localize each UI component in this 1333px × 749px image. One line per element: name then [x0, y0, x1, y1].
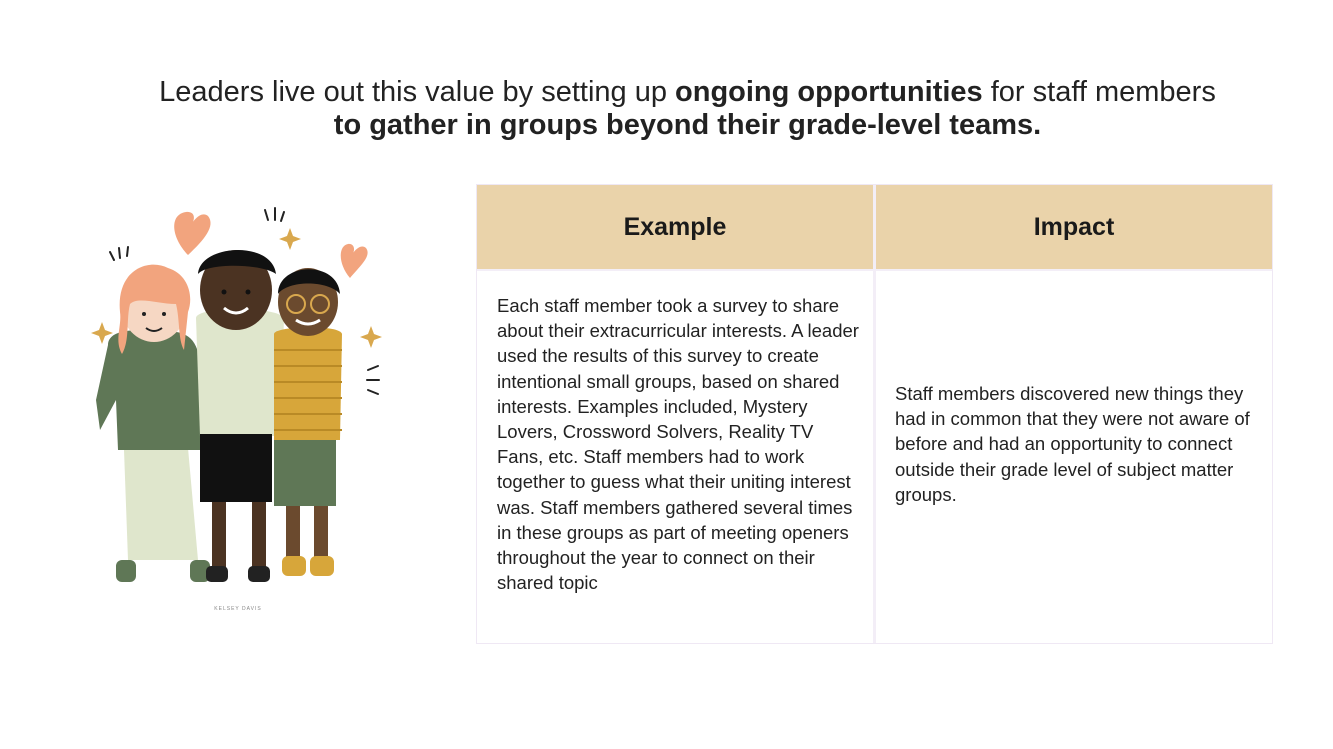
sparkle-icon	[360, 326, 382, 348]
headline-text-1: Leaders live out this value by setting up	[159, 76, 676, 108]
person-right	[274, 268, 342, 576]
example-impact-table	[476, 184, 1273, 644]
table-header-impact: Impact	[876, 185, 1272, 269]
sparkle-icon	[279, 228, 301, 250]
headline-bold-2: to gather in groups beyond their grade-level teams.	[333, 109, 1042, 141]
table-header-example: Example	[477, 185, 873, 269]
column-divider	[873, 185, 876, 643]
row-divider	[477, 269, 1272, 271]
person-center	[196, 250, 284, 582]
friends-illustration	[88, 200, 398, 620]
person-left	[96, 265, 210, 582]
artist-signature: KELSEY DAVIS	[214, 606, 262, 612]
headline-bold-1: ongoing opportunities	[675, 76, 983, 108]
page-headline	[150, 76, 1225, 142]
headline-text-2: for staff members	[982, 76, 1216, 108]
heart-icon-small	[341, 244, 368, 278]
heart-icon	[174, 212, 210, 255]
impact-cell-text: Staff members discovered new things they had in common that they were not aware of before and had an opportunity to connect outside their grade level of subject matter groups.	[895, 383, 1250, 505]
example-cell-text: Each staff member took a survey to share about their extracurricular interests. A leader used the results of this survey to create intentional small groups, based on shared interests. Examples included, Mystery Lovers, Crossword Solvers, Reality TV Fans, etc. Staff members had to work together to guess what their uniting interest was. Staff members gathered several times in these groups as part of meeting openers throughout the year to connect on their shared topic	[497, 295, 859, 594]
